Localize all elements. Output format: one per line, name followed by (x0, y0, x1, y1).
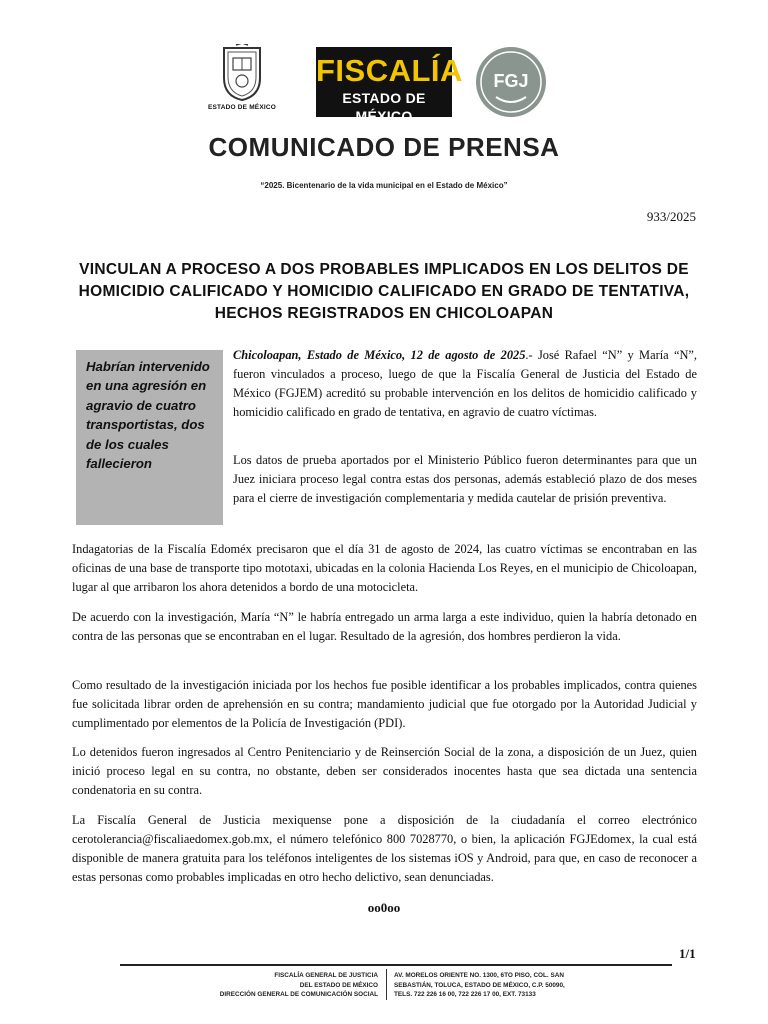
fgj-seal-text: FGJ (493, 71, 529, 91)
motto: “2025. Bicentenario de la vida municipal en el Estado de México” (260, 181, 508, 190)
estado-de-mexico-logo (205, 44, 279, 111)
paragraph-1 (233, 346, 697, 422)
footer-address-line-3: TELS. 722 226 16 00, 722 226 17 00, EXT. 73133 (394, 991, 536, 998)
footer-institution (120, 971, 378, 1000)
press-release-title: COMUNICADO DE PRENSA (208, 132, 560, 162)
paragraph-6: Lo detenidos fueron ingresados al Centro Penitenciario y de Reinserción Social de la zona, a disposición de un Juez, quien inició proceso legal en su contra, no obstante, deben ser considerados inocentes hasta que sea dictada una sentencia condenatoria en su contra. (72, 745, 697, 797)
document-number: 933/2025 (646, 209, 696, 224)
footer-institution-line-3: DIRECCIÓN GENERAL DE COMUNICACIÓN SOCIAL (219, 991, 378, 998)
paragraph-5: Como resultado de la investigación iniciada por los hechos fue posible identificar a los probables implicados, contra quienes fue solicitada librar orden de aprehensión en su contra; mandamiento judicial que fue otorgado por la Autoridad Judicial y cumplimentado por elementos de la Policía de Investigación (PDI). (72, 678, 697, 730)
paragraph-4: De acuerdo con la investigación, María “N” le habría entregado un arma larga a este individuo, quien la habría detonado en contra de las personas que se encontraban en el lugar. Resultado de la agresión, dos hombres perdieron la vida. (72, 610, 697, 643)
footer-address (394, 971, 674, 1000)
paragraph-1-text: .- José Rafael “N” y María “N”, fueron vinculados a proceso, luego de que la Fiscalía General de Justicia del Estado de México (FGJEM) acreditó su probable intervención en los delitos de homicidio calificado y homicidio calificado en grado de tentativa, en agravio de cuatro víctimas. (233, 348, 697, 419)
paragraph-3: Indagatorias de la Fiscalía Edoméx precisaron que el día 31 de agosto de 2024, las cuatro víctimas se encontraban en las oficinas de una base de transporte tipo mototaxi, ubicadas en la colonia Hacienda Los Reyes, en el municipio de Chicoloapan, lugar al que arribaron los ahora detenidos a bordo de una motocicleta. (72, 542, 697, 594)
sidebar-quote: Habrían intervenido en una agresión en agravio de cuatro transportistas, dos de los cuales fallecieron (86, 359, 210, 472)
logo-bar (0, 44, 768, 124)
footer-institution-line-2: DEL ESTADO DE MÉXICO (299, 981, 378, 989)
state-logo-label: ESTADO DE MÉXICO (207, 104, 277, 111)
headline: VINCULAN A PROCESO A DOS PROBABLES IMPLICADOS EN LOS DELITOS DE HOMICIDIO CALIFICADO Y HOMICIDIO CALIFICADO EN GRADO DE TENTATIVA, HECHOS REGISTRADOS EN CHICOLOAPAN (78, 261, 690, 322)
fiscalia-logo-word: FISCALÍA (316, 53, 463, 88)
coat-of-arms-icon (219, 44, 265, 102)
footer-rule (120, 964, 672, 966)
footer-divider (386, 969, 387, 1000)
fiscalia-logo-subtitle: ESTADO DE MÉXICO (342, 90, 426, 124)
page-number: 1/1 (679, 946, 696, 961)
fiscalia-logo (316, 47, 463, 124)
paragraph-7: La Fiscalía General de Justicia mexiquense pone a disposición de la ciudadanía el correo electrónico cerotolerancia@fiscaliaedomex.gob.mx, el número telefónico 800 7028770, o bien, la aplicación FGJEdomex, la cual está disponible de manera gratuita para los teléfonos inteligentes de los sistemas iOS y Android, para que, en caso de reconocer a estas personas como probables implicadas en otro hecho delictivo, sean denunciadas. (72, 813, 697, 884)
footer-address-line-1: AV. MORELOS ORIENTE NO. 1300, 6TO PISO, COL. SAN (394, 972, 564, 979)
dateline: Chicoloapan, Estado de México, 12 de agosto de 2025 (233, 348, 526, 362)
sidebar-quote-box (76, 350, 223, 525)
closing-mark: oo0oo (367, 900, 401, 915)
paragraph-2: Los datos de prueba aportados por el Ministerio Público fueron determinantes para que un Juez iniciara proceso legal contra estas dos personas, además estableció plazo de dos meses para el cierre de investigación complementaria y medida cautelar de prisión preventiva. (233, 453, 697, 505)
footer-address-line-2: SEBASTIÁN, TOLUCA, ESTADO DE MÉXICO, C.P. 50090, (394, 981, 565, 989)
footer-institution-line-1: FISCALÍA GENERAL DE JUSTICIA (274, 972, 378, 979)
fgj-seal-icon (474, 45, 548, 119)
